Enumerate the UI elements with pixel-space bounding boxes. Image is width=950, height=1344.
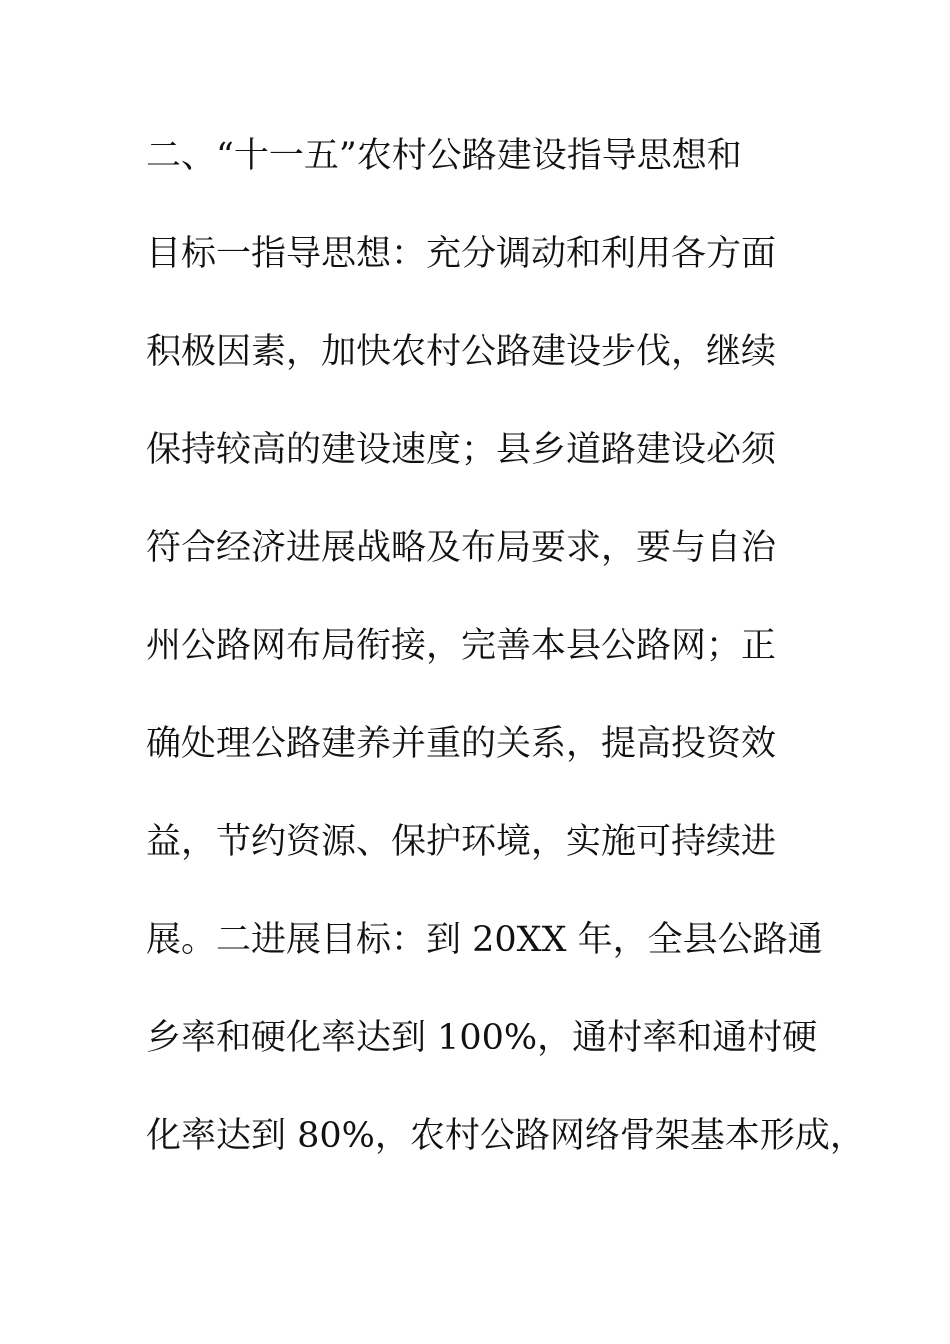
text-line: 积极因素，加快农村公路建设步伐，继续 [146, 332, 777, 372]
text-line: 益，节约资源、保护环境，实施可持续进 [146, 822, 777, 862]
body-text [146, 126, 865, 1204]
text-line: 州公路网布局衔接，完善本县公路网；正 [146, 626, 777, 666]
text-line: 展。二进展目标：到 20XX 年，全县公路通 [146, 920, 823, 960]
text-line: 乡率和硬化率达到 100%，通村率和通村硬 [146, 1018, 818, 1058]
text-line: 确处理公路建养并重的关系，提高投资效 [146, 724, 777, 764]
text-line: 保持较高的建设速度；县乡道路建设必须 [146, 430, 777, 470]
text-line: 化率达到 80%，农村公路网络骨架基本形成， [146, 1116, 865, 1156]
text-line: 二、“十一五”农村公路建设指导思想和 [146, 136, 742, 176]
text-line: 目标一指导思想：充分调动和利用各方面 [146, 234, 777, 274]
text-line: 符合经济进展战略及布局要求，要与自治 [146, 528, 777, 568]
